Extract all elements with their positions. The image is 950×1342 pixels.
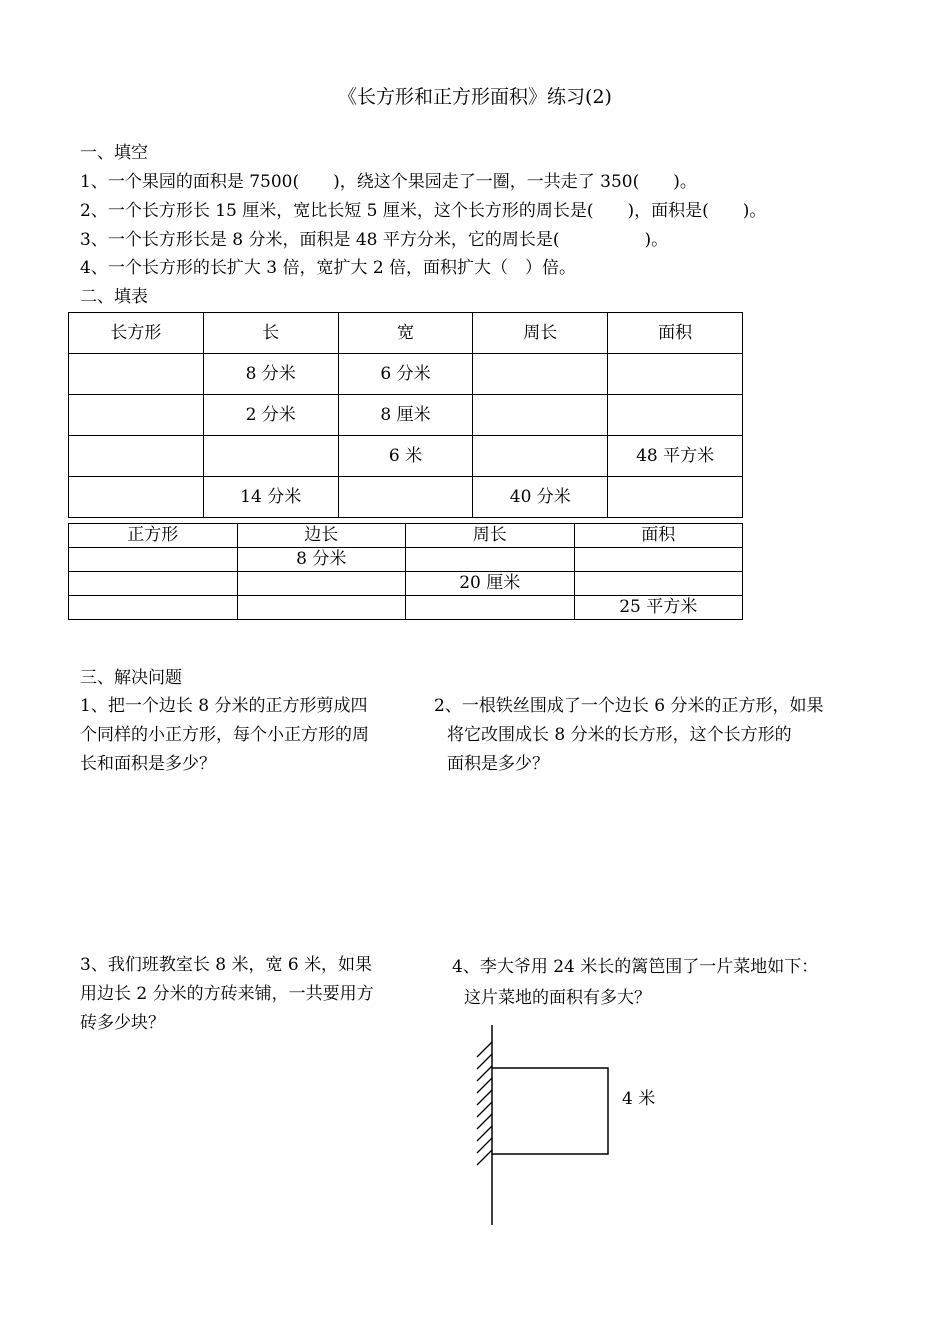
- wall-hatching: [477, 1042, 492, 1165]
- fill-item-2: 2、一个长方形长 15 厘米，宽比长短 5 厘米，这个长方形的周长是( )，面积是( )。: [80, 201, 767, 221]
- table-header-row: [69, 524, 743, 548]
- problem-2-line: 2、一根铁丝围成了一个边长 6 分米的正方形，如果: [434, 696, 824, 716]
- vegetable-plot: [492, 1068, 608, 1154]
- problem-1-line: 1、把一个边长 8 分米的正方形剪成四: [80, 696, 368, 716]
- problem-4-line: 这片菜地的面积有多大？: [464, 988, 651, 1008]
- header-cell: 长: [203, 313, 338, 354]
- fill-item-1: 1、一个果园的面积是 7500( )，绕这个果园走了一圈，一共走了 350( )。: [80, 172, 697, 192]
- table-cell: [69, 596, 238, 620]
- table-cell: 40 分米: [473, 477, 608, 518]
- section3-heading: 三、解决问题: [80, 668, 182, 688]
- table-cell: [608, 395, 743, 436]
- garden-fence-figure: [460, 1020, 660, 1235]
- table-cell: 14 分米: [203, 477, 338, 518]
- table-cell: [406, 548, 575, 572]
- problem-1-line: 个同样的小正方形，每个小正方形的周: [80, 725, 369, 745]
- table-cell: [608, 477, 743, 518]
- problem-2-line: 面积是多少？: [447, 754, 549, 774]
- page-title: 《长方形和正方形面积》练习(2): [338, 86, 612, 108]
- table-cell: [69, 548, 238, 572]
- figure-side-label: 4 米: [622, 1089, 656, 1109]
- table-cell: 6 米: [338, 436, 473, 477]
- table-row: [69, 477, 743, 518]
- table-row: [69, 436, 743, 477]
- table-cell: 8 分米: [237, 548, 406, 572]
- table-cell: 20 厘米: [406, 572, 575, 596]
- problem-1-line: 长和面积是多少？: [80, 754, 216, 774]
- table-cell: [203, 436, 338, 477]
- table-cell: 6 分米: [338, 354, 473, 395]
- table-cell: [406, 596, 575, 620]
- problem-2: [434, 692, 823, 779]
- problem-3-line: 3、我们班教室长 8 米，宽 6 米，如果: [80, 955, 373, 975]
- problem-3-line: 用边长 2 分米的方砖来铺，一共要用方: [80, 984, 374, 1004]
- problem-3-line: 砖多少块？: [80, 1013, 165, 1033]
- table-cell: 8 厘米: [338, 395, 473, 436]
- table-cell: [473, 436, 608, 477]
- table-row: [69, 572, 743, 596]
- problem-4: [452, 953, 818, 1013]
- header-cell: 正方形: [69, 524, 238, 548]
- problem-3: [80, 951, 374, 1038]
- table-cell: [69, 395, 204, 436]
- table-cell: [237, 572, 406, 596]
- section1-heading: 一、填空: [80, 143, 148, 163]
- table-cell: [237, 596, 406, 620]
- table-cell: [574, 572, 743, 596]
- fill-item-3: 3、一个长方形长是 8 分米，面积是 48 平方分米，它的周长是( )。: [80, 230, 669, 250]
- header-cell: 面积: [574, 524, 743, 548]
- table-cell: [69, 572, 238, 596]
- table-cell: [473, 354, 608, 395]
- problem-2-line: 将它改围成长 8 分米的长方形，这个长方形的: [447, 725, 792, 745]
- header-cell: 周长: [406, 524, 575, 548]
- table-row: [69, 548, 743, 572]
- table-cell: 25 平方米: [574, 596, 743, 620]
- table-row: [69, 354, 743, 395]
- table-row: [69, 596, 743, 620]
- table-cell: [69, 477, 204, 518]
- table-cell: [608, 354, 743, 395]
- problem-4-line: 4、李大爷用 24 米长的篱笆围了一片菜地如下：: [452, 957, 819, 977]
- table-cell: [69, 436, 204, 477]
- problem-1: [80, 692, 369, 779]
- table-header-row: [69, 313, 743, 354]
- header-cell: 周长: [473, 313, 608, 354]
- header-cell: 宽: [338, 313, 473, 354]
- table-cell: 8 分米: [203, 354, 338, 395]
- header-cell: 面积: [608, 313, 743, 354]
- rectangle-table: [68, 312, 743, 518]
- header-cell: 边长: [237, 524, 406, 548]
- table-cell: 2 分米: [203, 395, 338, 436]
- section2-heading: 二、填表: [80, 287, 148, 307]
- table-cell: [338, 477, 473, 518]
- fill-item-4: 4、一个长方形的长扩大 3 倍，宽扩大 2 倍，面积扩大（ ）倍。: [80, 258, 577, 278]
- table-cell: [473, 395, 608, 436]
- table-cell: 48 平方米: [608, 436, 743, 477]
- table-cell: [69, 354, 204, 395]
- table-cell: [574, 548, 743, 572]
- square-table: [68, 523, 743, 620]
- table-row: [69, 395, 743, 436]
- header-cell: 长方形: [69, 313, 204, 354]
